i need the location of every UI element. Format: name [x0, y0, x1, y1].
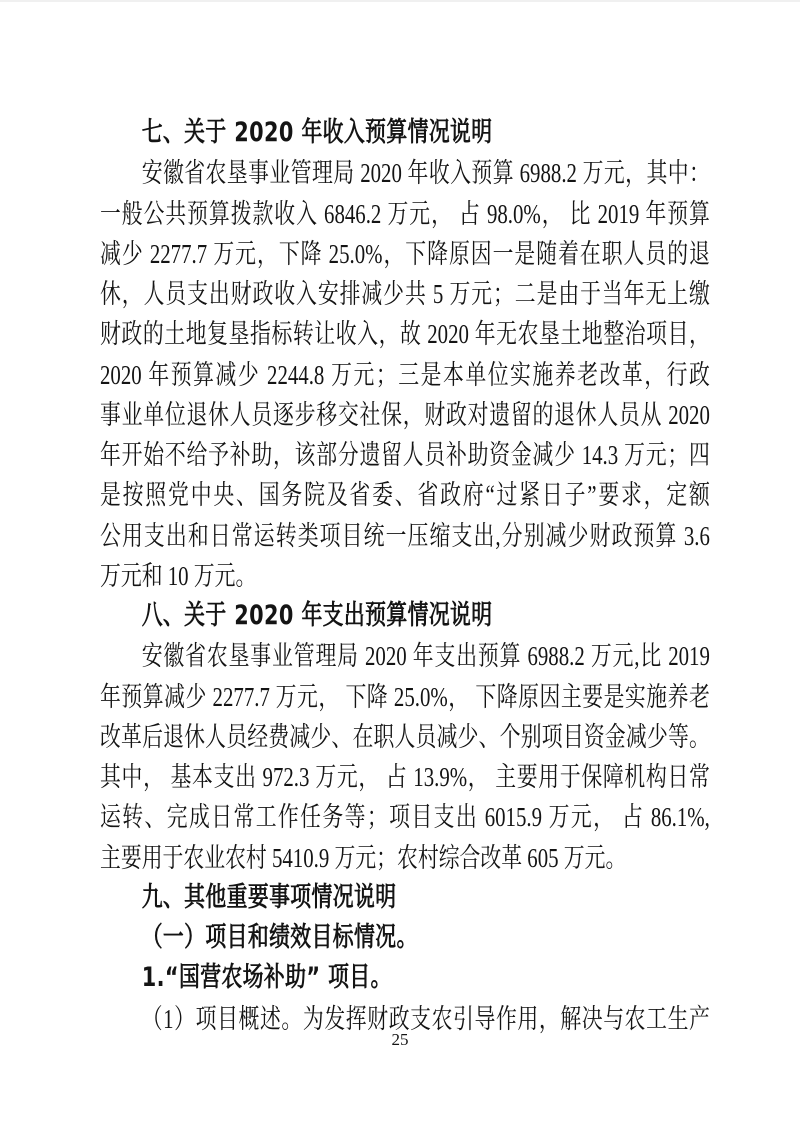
- paragraph-line: 休，人员支出财政收入安排减少共 5 万元；二是由于当年无上缴: [100, 279, 710, 309]
- paragraph-line: 主要用于农业农村 5410.9 万元；农村综合改革 605 万元。: [100, 842, 627, 873]
- paragraph-line: 年预算减少 2277.7 万元， 下降 25.0%， 下降原因主要是实施养老: [100, 681, 710, 712]
- heading-section-eight: 八、关于 2020 年支出预算情况说明: [141, 600, 493, 631]
- document-body: [100, 113, 710, 1039]
- paragraph-line: 减少 2277.7 万元，下降 25.0%，下降原因一是随着在职人员的退: [100, 238, 710, 269]
- paragraph-line: （1）项目概述。为发挥财政支农引导作用，解决与农工生产: [141, 1003, 710, 1034]
- paragraph-line: 安徽省农垦事业管理局 2020 年支出预算 6988.2 万元,比 2019: [141, 641, 710, 672]
- paragraph-line: 万元和 10 万元。: [100, 560, 257, 591]
- paragraph-line: 其中， 基本支出 972.3 万元， 占 13.9%， 主要用于保障机构日常: [100, 762, 710, 792]
- subheading-item-one: （一）项目和绩效目标情况。: [141, 922, 418, 953]
- paragraph-line: 改革后退休人员经费减少、在职人员减少、个别项目资金减少等。: [100, 721, 710, 752]
- paragraph-line: 运转、完成日常工作任务等；项目支出 6015.9 万元， 占 86.1%,: [100, 802, 710, 833]
- paragraph-line: 一般公共预算拨款收入 6846.2 万元， 占 98.0%， 比 2019 年预算: [100, 198, 710, 229]
- heading-section-nine: 九、其他重要事项情况说明: [141, 881, 397, 913]
- paragraph-line: 是按照党中央、国务院及省委、省政府“过紧日子”要求，定额: [100, 480, 710, 511]
- paragraph-line: 财政的土地复垦指标转让收入，故 2020 年无农垦土地整治项目，: [100, 319, 710, 350]
- page-number: 25: [391, 1030, 409, 1049]
- paragraph-line: 2020 年预算减少 2244.8 万元；三是本单位实施养老改革，行政: [100, 359, 710, 390]
- subheading-project-1: 1.“国营农场补助” 项目。: [141, 962, 392, 994]
- paragraph-line: 年开始不给予补助，该部分遗留人员补助资金减少 14.3 万元；四: [100, 440, 710, 470]
- heading-section-seven: 七、关于 2020 年收入预算情况说明: [141, 117, 493, 148]
- paragraph-line: 安徽省农垦事业管理局 2020 年收入预算 6988.2 万元，其中：: [141, 158, 710, 189]
- paragraph-line: 事业单位退休人员逐步移交社保，财政对遗留的退休人员从 2020: [100, 399, 710, 430]
- paragraph-line: 公用支出和日常运转类项目统一压缩支出,分别减少财政预算 3.6: [100, 520, 710, 551]
